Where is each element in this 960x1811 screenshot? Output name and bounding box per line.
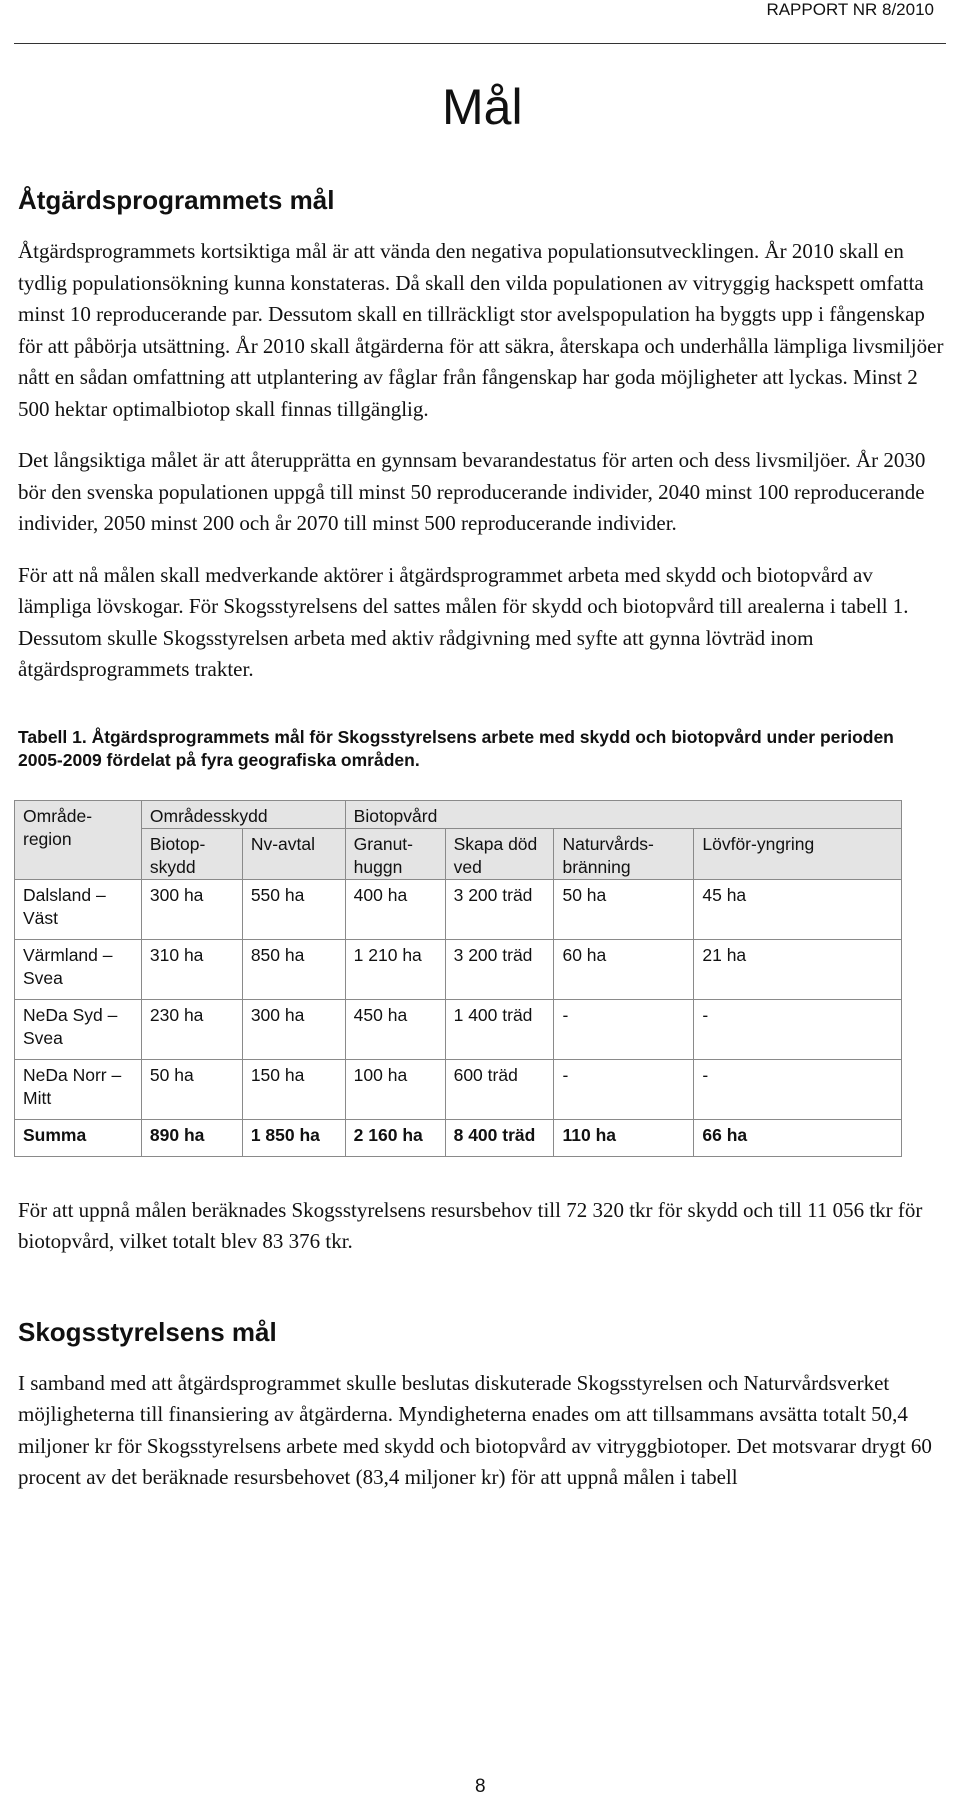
table-cell: 310 ha	[141, 939, 242, 999]
table-cell: 300 ha	[141, 879, 242, 939]
table-caption: Tabell 1. Åtgärdsprogrammets mål för Skogsstyrelsens arbete med skydd och biotopvård under perioden 2005-2009 fördelat på fyra geografiska områden.	[18, 726, 894, 770]
table-cell: 230 ha	[141, 999, 242, 1059]
total-label: Summa	[15, 1119, 142, 1156]
paragraph: I samband med att åtgärdsprogrammet skulle beslutas diskuterade Skogsstyrelsen och Naturvårdsverket möjligheterna till finansiering av åtgärderna. Myndigheterna enades om att tillsammans avsätta totalt 50,4 miljoner kr för Skogsstyrelsens arbete med skydd och biotopvård av vitryggbiotoper. Det motsvarar drygt 60 procent av det beräknade resursbehovet (83,4 miljoner kr) för att uppnå målen i tabell	[18, 1370, 932, 1489]
running-header: RAPPORT NR 8/2010	[766, 0, 934, 19]
column-header: Naturvårds-bränning	[554, 828, 694, 879]
table-cell: 300 ha	[242, 999, 345, 1059]
table-row	[15, 939, 902, 999]
table-cell: 21 ha	[694, 939, 902, 999]
table-subheader-row	[15, 828, 902, 879]
table-cell: 50 ha	[141, 1059, 242, 1119]
table-cell: -	[694, 1059, 902, 1119]
table-cell: -	[554, 1059, 694, 1119]
total-cell: 890 ha	[141, 1119, 242, 1156]
page-content	[18, 184, 948, 1514]
paragraph: Åtgärdsprogrammets kortsiktiga mål är att vända den negativa populationsutvecklingen. År 2010 skall en tydlig populationsökning kunna konstateras. Då skall den vilda populationen av vitryggig hackspett omfatta minst 10 reproducerande par. Dessutom skall en tillräckligt stor avelspopulation ha byggts upp i fångenskap för att påbörja utsättning. År 2010 skall åtgärderna för att säkra, återskapa och underhålla lämpliga livsmiljöer nått en sådan omfattning att utplantering av fåglar från fångenskap har goda möjligheter att lyckas. Minst 2 500 hektar optimalbiotop skall finnas tillgänglig.	[18, 239, 944, 421]
paragraph: För att nå målen skall medverkande aktörer i åtgärdsprogrammet arbeta med skydd och biotopvård av lämpliga lövskogar. För Skogsstyrelsens del sattes målen för skydd och biotopvård till arealerna i tabell 1. Dessutom skulle Skogsstyrelsen arbeta med aktiv rådgivning med syfte att gynna lövträd inom åtgärdsprogrammets trakter.	[18, 562, 909, 681]
table-cell: -	[554, 999, 694, 1059]
total-cell: 8 400 träd	[445, 1119, 554, 1156]
table-cell: 60 ha	[554, 939, 694, 999]
goals-table	[14, 800, 902, 1157]
table-cell: 450 ha	[345, 999, 445, 1059]
paragraph: För att uppnå målen beräknades Skogsstyrelsens resursbehov till 72 320 tkr för skydd och till 11 056 tkr för biotopvård, vilket totalt blev 83 376 tkr.	[18, 1197, 923, 1253]
header-omradesskydd: Områdesskydd	[141, 800, 345, 828]
section-heading-atgardsprogrammets-mal: Åtgärdsprogrammets mål	[18, 185, 335, 215]
header-biotopvard: Biotopvård	[345, 800, 901, 828]
header-divider	[14, 43, 946, 44]
column-header: Granut-huggn	[345, 828, 445, 879]
table-cell: 1 400 träd	[445, 999, 554, 1059]
table-row	[15, 1059, 902, 1119]
table-cell: 50 ha	[554, 879, 694, 939]
chapter-title: Mål	[442, 79, 523, 135]
table-cell: 3 200 träd	[445, 879, 554, 939]
table-cell: 1 210 ha	[345, 939, 445, 999]
row-region: Dalsland – Väst	[15, 879, 142, 939]
table-header-row	[15, 800, 902, 828]
table-cell: 45 ha	[694, 879, 902, 939]
total-cell: 2 160 ha	[345, 1119, 445, 1156]
table-row	[15, 879, 902, 939]
header-region: Område-region	[15, 800, 142, 879]
section-heading-skogsstyrelsens-mal: Skogsstyrelsens mål	[18, 1316, 277, 1347]
table-cell: 150 ha	[242, 1059, 345, 1119]
total-cell: 1 850 ha	[242, 1119, 345, 1156]
table-cell: -	[694, 999, 902, 1059]
column-header: Skapa död ved	[445, 828, 554, 879]
column-header: Biotop-skydd	[141, 828, 242, 879]
page-number: 8	[475, 1776, 486, 1797]
column-header: Nv-avtal	[242, 828, 345, 879]
total-cell: 66 ha	[694, 1119, 902, 1156]
table-cell: 550 ha	[242, 879, 345, 939]
table-cell: 100 ha	[345, 1059, 445, 1119]
table-cell: 850 ha	[242, 939, 345, 999]
table-cell: 3 200 träd	[445, 939, 554, 999]
table-total-row	[15, 1119, 902, 1156]
table-cell: 600 träd	[445, 1059, 554, 1119]
paragraph: Det långsiktiga målet är att återupprätta en gynnsam bevarandestatus för arten och dess livsmiljöer. År 2030 bör den svenska populationen uppgå till minst 50 reproducerande individer, 2040 minst 100 reproducerande individer, 2050 minst 200 och år 2070 till minst 500 reproducerande individer.	[18, 448, 926, 535]
table-cell: 400 ha	[345, 879, 445, 939]
table-row	[15, 999, 902, 1059]
row-region: NeDa Syd – Svea	[15, 999, 142, 1059]
row-region: NeDa Norr – Mitt	[15, 1059, 142, 1119]
row-region: Värmland – Svea	[15, 939, 142, 999]
column-header: Lövför-yngring	[694, 828, 902, 879]
total-cell: 110 ha	[554, 1119, 694, 1156]
